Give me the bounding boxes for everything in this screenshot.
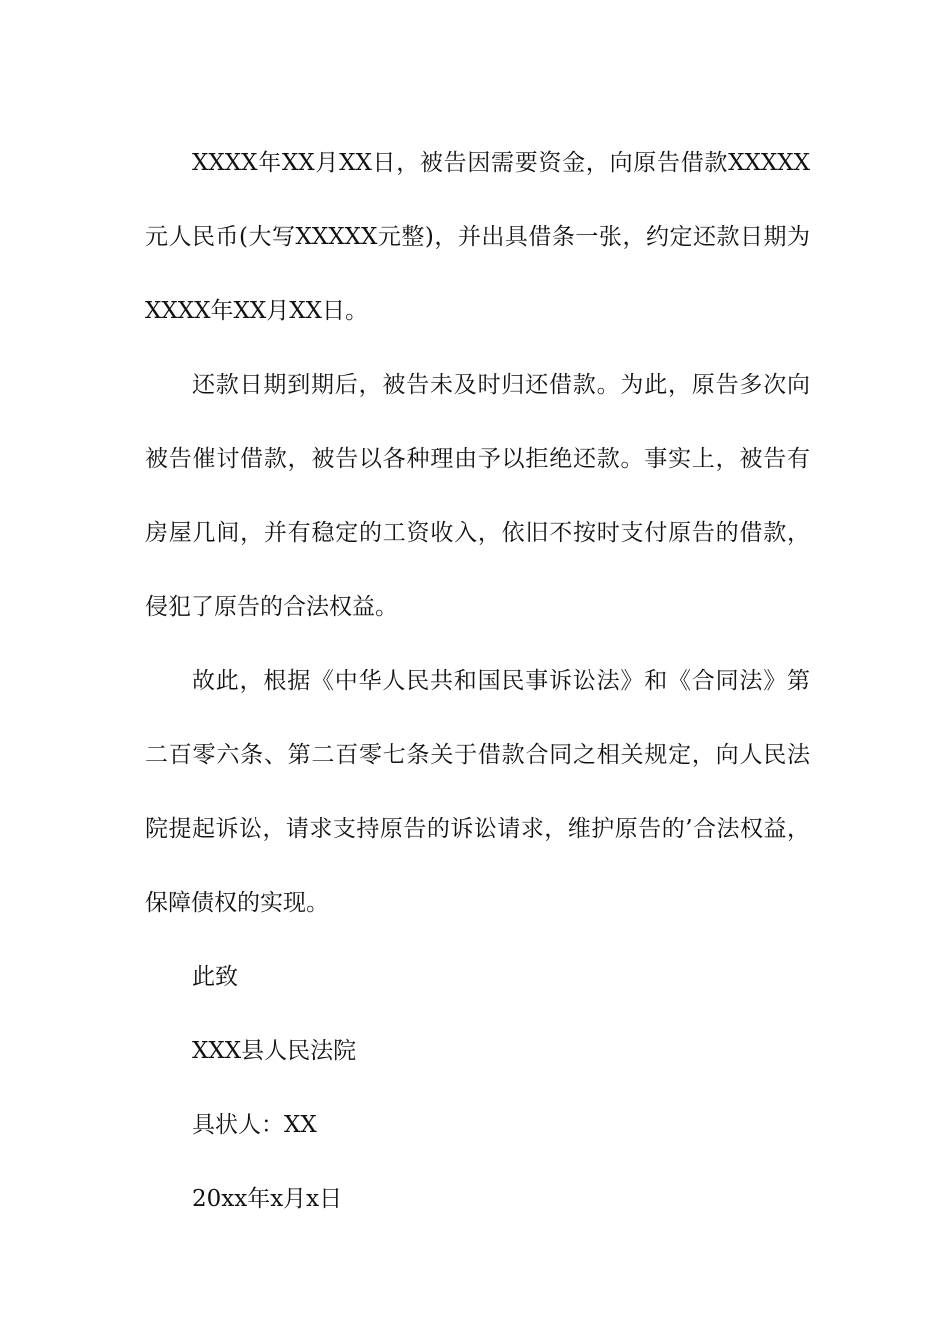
paragraph-legal-basis: 故此，根据《中华人民共和国民事诉讼法》和《合同法》第二百零六条、第二百零七条关于借款合同之相关规定，向人民法院提起诉讼，请求支持原告的诉讼请求，维护原告的’合法权益，保障债权的实现。 <box>145 668 810 916</box>
document-body <box>145 126 810 1236</box>
paragraph-default: 还款日期到期后，被告未及时归还借款。为此，原告多次向被告催讨借款，被告以各种理由予以拒绝还款。事实上，被告有房屋几间，并有稳定的工资收入，依旧不按时支付原告的借款，侵犯了原告的合法权益。 <box>145 372 810 620</box>
plaintiff-signature: 具状人：XX <box>192 1112 317 1138</box>
paragraph-loan-facts: XXXX年XX月XX日，被告因需要资金，向原告借款XXXXX元人民币(大写XXXXX元整)，并出具借条一张，约定还款日期为XXXX年XX月XX日。 <box>145 150 810 324</box>
court-name: XXX县人民法院 <box>192 1038 357 1064</box>
document-date: 20xx年x月x日 <box>192 1186 343 1212</box>
closing-salutation: 此致 <box>192 964 238 990</box>
